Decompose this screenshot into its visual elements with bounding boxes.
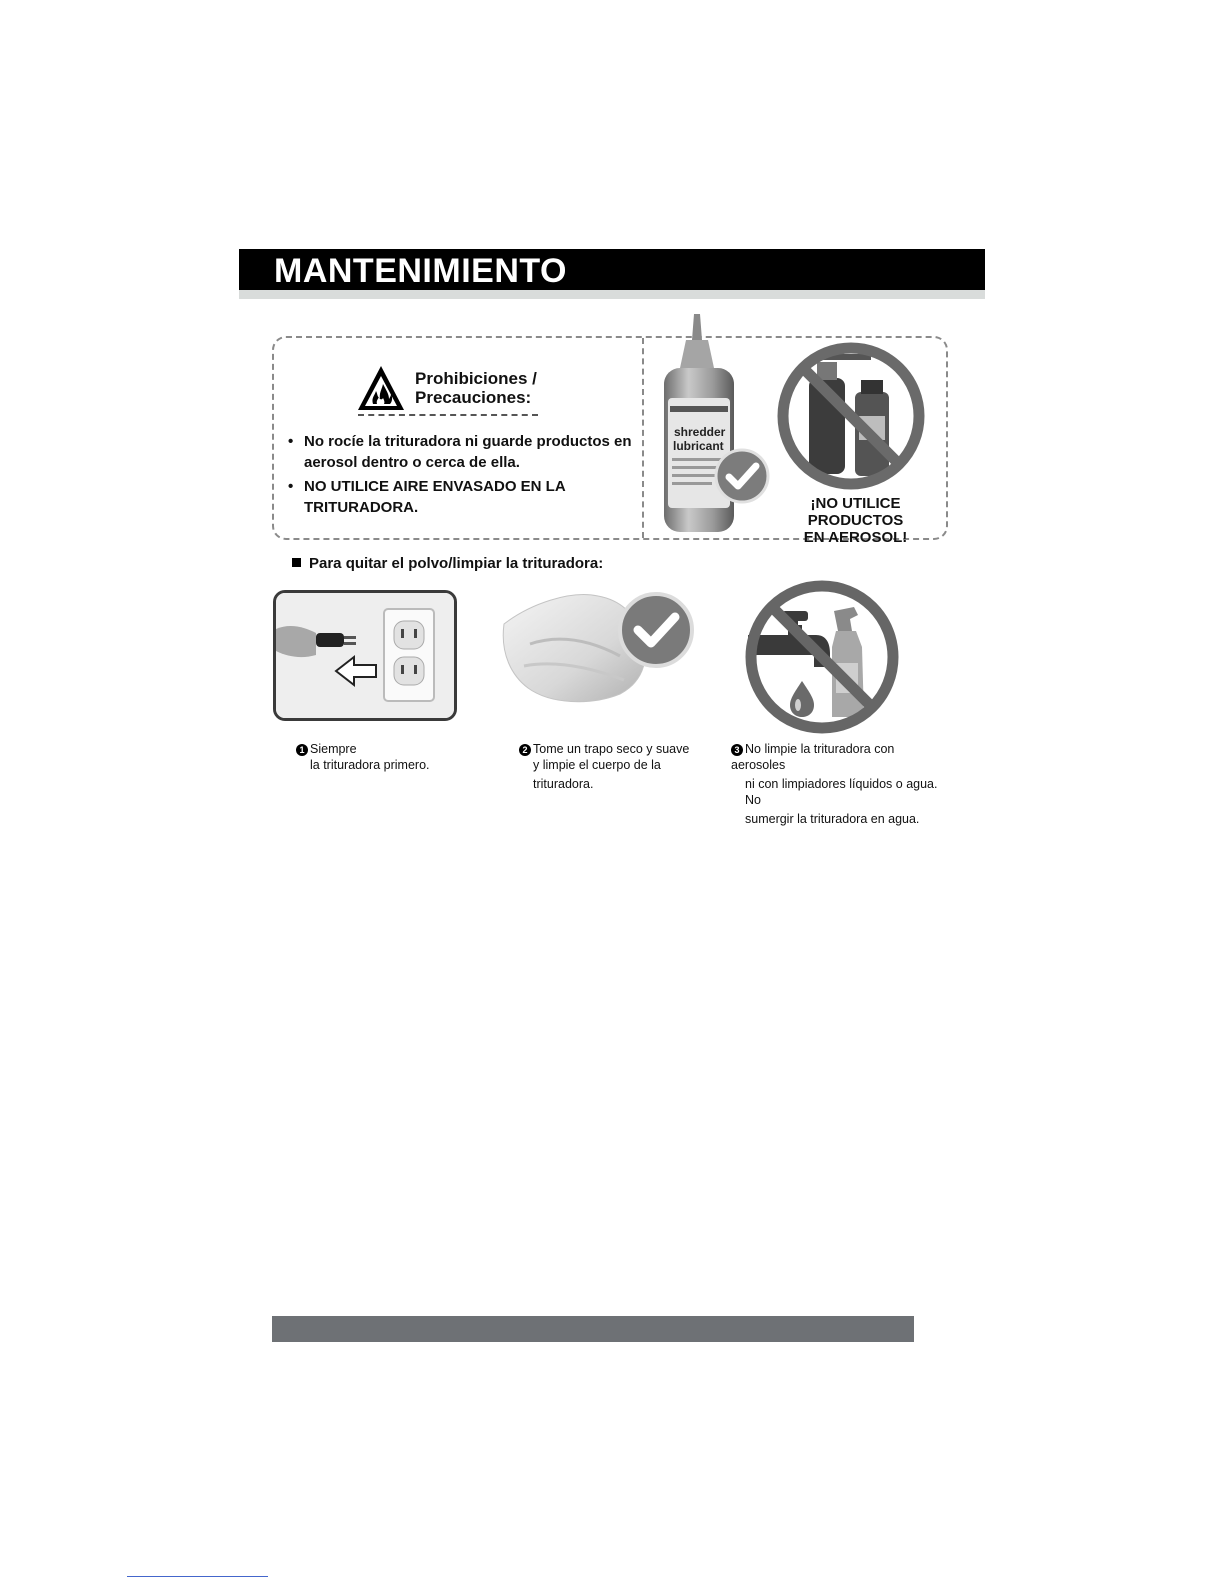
step-number-2: 2 (519, 744, 531, 756)
unplug-image (273, 590, 457, 721)
prohibited-liquids-image (742, 577, 902, 737)
page-title: MANTENIMIENTO (274, 252, 567, 290)
aerosol-warning-line2: EN AEROSOL! (803, 529, 908, 546)
caution-heading (415, 369, 537, 407)
cloth-image (500, 584, 696, 708)
caution-heading-line1: Prohibiciones / (415, 369, 537, 388)
step-1-caption (296, 741, 486, 773)
heading-divider (358, 414, 538, 416)
footer-bar (272, 1316, 914, 1342)
step-2-caption (519, 741, 699, 792)
step-2-line2: y limpie el cuerpo de la (533, 758, 661, 772)
cleaning-heading-text: Para quitar el polvo/limpiar la trituradora: (309, 555, 604, 572)
step-2-line3: trituradora. (533, 777, 594, 791)
caution-list (288, 431, 633, 521)
unplug-illustration (276, 593, 454, 718)
step-number-3: 3 (731, 744, 743, 756)
water-drop-icon (790, 681, 814, 717)
prohibited-aerosol-image (775, 340, 927, 492)
check-icon (714, 448, 770, 504)
caution-heading-line2: Precauciones: (415, 388, 532, 407)
caution-item: • No rocíe la trituradora ni guarde productos en aerosol dentro o cerca de ella. (288, 431, 633, 473)
check-icon (620, 594, 692, 666)
square-bullet-icon (292, 558, 301, 567)
aerosol-warning-line1: ¡NO UTILICE PRODUCTOS (807, 495, 904, 529)
cleaning-heading (292, 555, 603, 572)
step-1-line1: Siempre (310, 742, 357, 756)
step-3-line1: No limpie la trituradora con aerosoles (731, 742, 895, 772)
step-3-line2: ni con limpiadores líquidos o agua. No (745, 777, 938, 807)
header-underline (239, 290, 985, 299)
page-underline (127, 1576, 268, 1577)
aerosol-warning (763, 495, 948, 546)
step-number-1: 1 (296, 744, 308, 756)
step-2-line1: Tome un trapo seco y suave (533, 742, 690, 756)
caution-item: • NO UTILICE AIRE ENVASADO EN LA TRITURADORA. (288, 476, 633, 518)
step-3-line3: sumergir la trituradora en agua. (745, 812, 920, 826)
bottle-label-line1: shredder (674, 425, 726, 439)
step-1-line2: la trituradora primero. (310, 758, 430, 772)
caution-divider (642, 338, 644, 538)
fire-warning-icon (356, 364, 406, 412)
step-3-caption (731, 741, 951, 827)
bottle-label-line2: lubricant (673, 439, 724, 453)
